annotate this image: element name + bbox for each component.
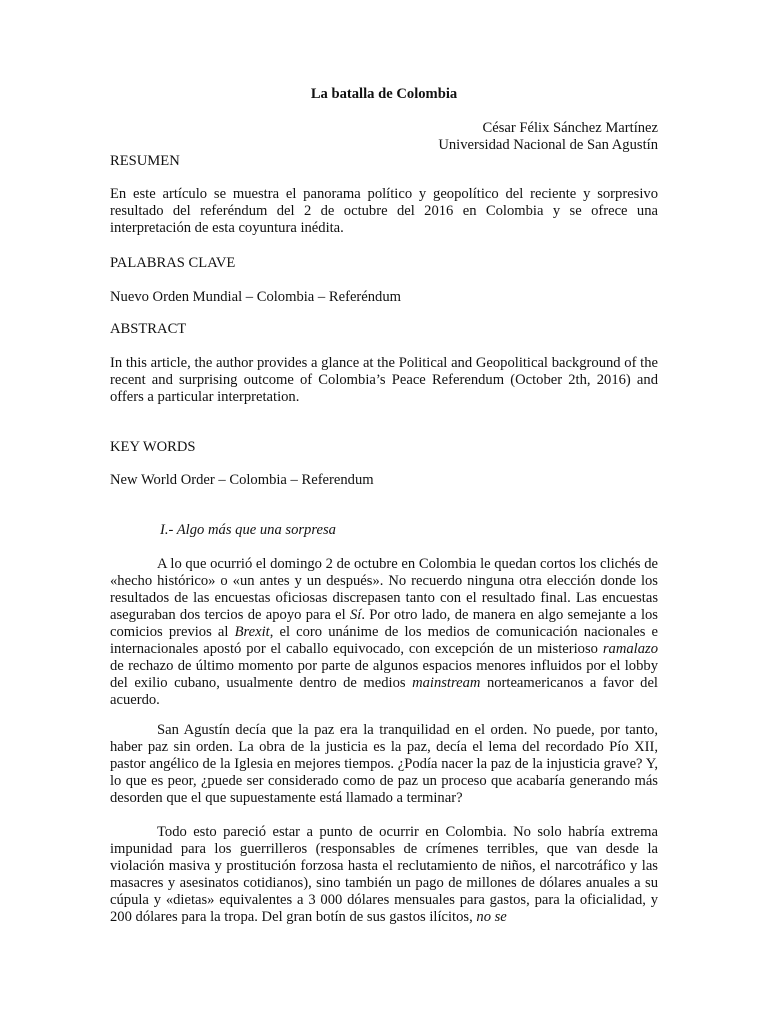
body-paragraph-1 [110, 556, 658, 709]
p1-text-g: de rechazo de último momento por parte de algunos espacios menores influidos por el lobby del exilio cubano, usualmente dentro de medios [110, 658, 658, 691]
p1-text-a: A lo que ocurrió el domingo 2 de octubre en Colombia le quedan cortos los clichés de «hecho histórico» o «un antes y un después». No recuerdo ninguna otra elección donde los resultados de las encuestas oficiosas discrepasen tanto con el resultado final. Las encuestas aseguraban dos tercios de apoyo para el [110, 556, 658, 623]
p1-italic-brexit: Brexit [234, 624, 270, 640]
resumen-text: En este artículo se muestra el panorama político y geopolítico del reciente y sorpresivo resultado del referéndum del 2 de octubre del 2016 en Colombia y se ofrece una interpretación de esta coyuntura inédita. [110, 186, 658, 236]
p3-italic-no-se: no se [476, 909, 507, 925]
author-name: César Félix Sánchez Martínez [482, 120, 658, 136]
palabras-clave-heading: PALABRAS CLAVE [110, 255, 236, 271]
body-paragraph-3 [110, 824, 658, 926]
section-number: I.- [160, 522, 174, 538]
body-paragraph-2: San Agustín decía que la paz era la tranquilidad en el orden. No puede, por tanto, haber paz sin orden. La obra de la justicia es la paz, decía el lema del recordado Pío XII, pastor angélico de la Iglesia en mejores tiempos. ¿Podía nacer la paz de la injusticia grave? Y, lo que es peor, ¿puede ser considerado como de paz un proceso que acabaría generando más desorden que el que supuestamente está llamado a terminar? [110, 722, 658, 806]
p3-text-a: Todo esto pareció estar a punto de ocurrir en Colombia. No solo habría extrema impunidad para los guerrilleros (responsables de crímenes terribles, que van desde la violación masiva y prostitución forzosa hasta el reclutamiento de niños, el narcotráfico y las masacres y asesinatos cotidianos), sino también un pago de millones de dólares anuales a su cúpula y «dietas» equivalentes a 3 000 dólares mensuales para gastos, para la oficialidad, y 200 dólares para la tropa. Del gran botín de sus gastos ilícitos, [110, 824, 658, 925]
keywords-text: New World Order – Colombia – Referendum [110, 472, 374, 488]
p1-italic-mainstream: mainstream [412, 675, 481, 691]
p1-italic-si: Sí [349, 607, 362, 623]
resumen-heading: RESUMEN [110, 153, 180, 169]
p1-text-c: . Por otro lado, de manera en algo semejante a los comicios previos al [110, 607, 658, 640]
p1-text-i: norteamericanos a favor del acuerdo. [110, 675, 658, 708]
abstract-heading: ABSTRACT [110, 321, 187, 337]
p1-text-e: , el coro unánime de los medios de comunicación nacionales e internacionales apostó por el caballo equivocado, con excepción de un misterioso [110, 624, 658, 657]
abstract-text: In this article, the author provides a glance at the Political and Geopolitical background of the recent and surprising outcome of Colombia’s Peace Referendum (October 2th, 2016) and offers a particular interpretation. [110, 355, 658, 405]
author-affiliation: Universidad Nacional de San Agustín [438, 137, 658, 153]
p1-italic-ramalazo: ramalazo [602, 641, 658, 657]
section-title-text: Algo más que una sorpresa [176, 522, 336, 538]
section-title [160, 522, 336, 539]
palabras-clave-text: Nuevo Orden Mundial – Colombia – Referéndum [110, 289, 402, 305]
document-title: La batalla de Colombia [310, 86, 458, 102]
keywords-heading: KEY WORDS [110, 439, 196, 455]
author-block [110, 120, 658, 154]
